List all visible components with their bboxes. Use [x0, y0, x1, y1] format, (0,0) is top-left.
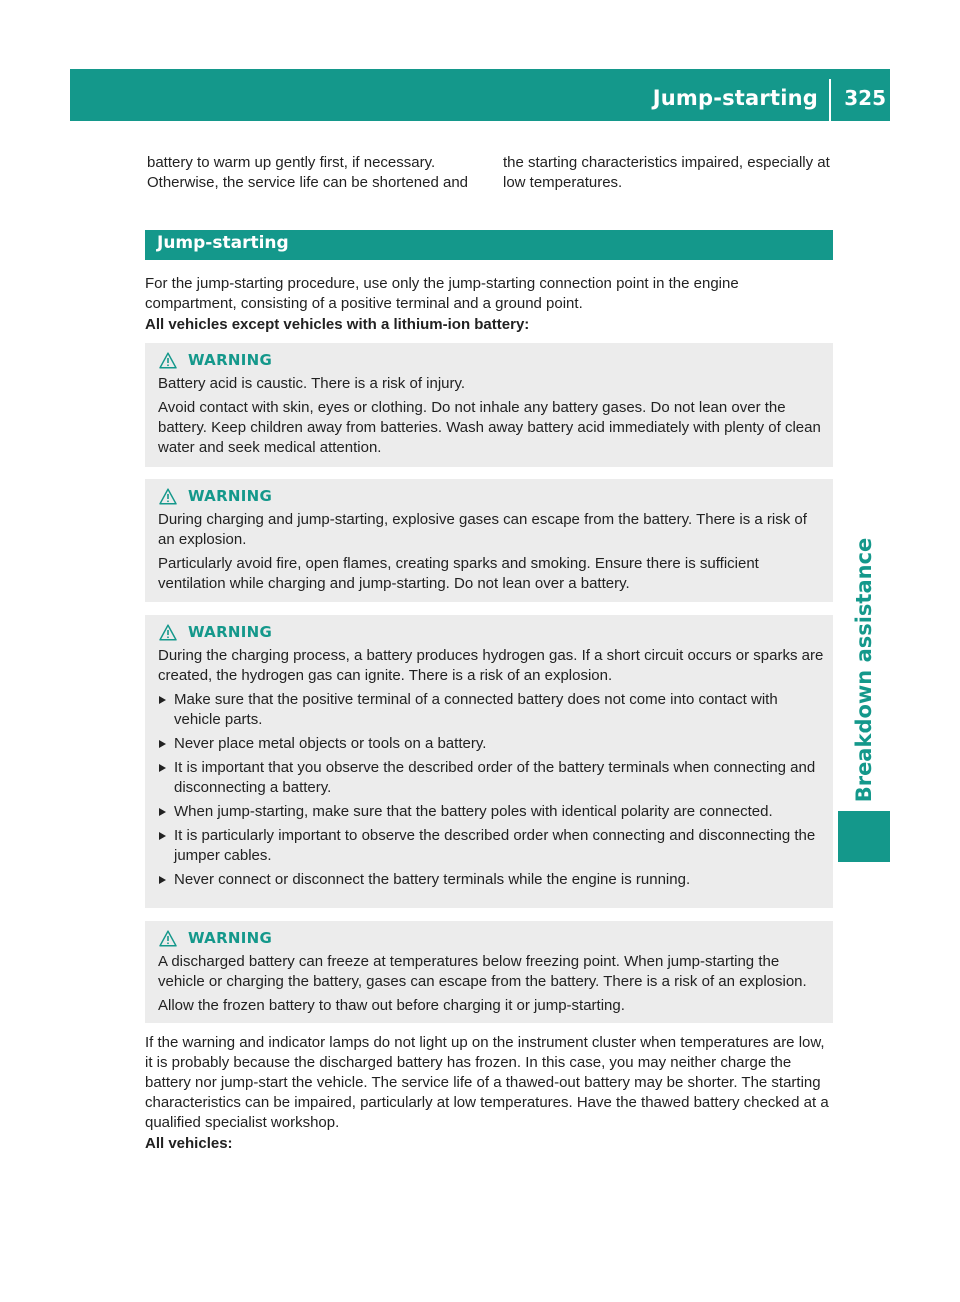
- warning-box: [145, 615, 833, 908]
- warning-box: [145, 479, 833, 602]
- side-tab: [838, 537, 890, 803]
- page-header: [70, 69, 890, 121]
- bullet-marker-icon: [159, 696, 166, 704]
- warning-triangle-icon: [159, 624, 177, 641]
- bullet-marker-icon: [159, 876, 166, 884]
- warning-box: [145, 343, 833, 467]
- section-intro: For the jump-starting procedure, use only the jump-starting connection point in the engine compartment, consisting of a positive terminal and a ground point.: [145, 275, 739, 312]
- warning-text: Allow the frozen battery to thaw out before charging it or jump-starting.: [158, 997, 625, 1014]
- bullet-marker-icon: [159, 808, 166, 816]
- warning-header: [158, 485, 825, 507]
- warning-text: Avoid contact with skin, eyes or clothing. Do not inhale any battery gases. Do not lean over the battery. Keep children away from batteries. Wash away battery acid immediately with plenty of clean water and seek medical attention.: [158, 399, 821, 456]
- warning-header: [158, 349, 825, 371]
- warning-triangle-icon: [159, 488, 177, 505]
- bullet-marker-icon: [159, 740, 166, 748]
- section-heading: [145, 230, 833, 260]
- bullet-text: Never place metal objects or tools on a battery.: [174, 735, 487, 752]
- warning-header: [158, 927, 825, 949]
- header-divider: [829, 79, 831, 121]
- warning-label: WARNING: [188, 623, 273, 641]
- warning-header: [158, 621, 825, 643]
- warning-text: Battery acid is caustic. There is a risk of injury.: [158, 375, 466, 392]
- bullet-text: Never connect or disconnect the battery terminals while the engine is running.: [174, 871, 691, 888]
- bullet-text: Make sure that the positive terminal of a connected battery does not come into contact with vehicle parts.: [174, 691, 778, 728]
- warning-label: WARNING: [188, 929, 273, 947]
- side-tab-label: Breakdown assistance: [852, 537, 876, 803]
- warning-text: Particularly avoid fire, open flames, creating sparks and smoking. Ensure there is sufficient ventilation while charging and jump-starting. Do not lean over a battery.: [158, 555, 759, 592]
- top-left-column: battery to warm up gently first, if necessary. Otherwise, the service life can be shortened and: [147, 154, 469, 191]
- all-vehicles-heading: All vehicles:: [145, 1135, 233, 1152]
- bullet-item: [158, 802, 825, 822]
- bullet-item: [158, 734, 825, 754]
- warning-box: [145, 921, 833, 1023]
- warning-text: During charging and jump-starting, explosive gases can escape from the battery. There is a risk of an explosion.: [158, 511, 807, 548]
- bullet-item: [158, 870, 825, 890]
- bullet-item: [158, 758, 825, 798]
- bullet-item: [158, 826, 825, 866]
- bullet-item: [158, 690, 825, 730]
- warning-label: WARNING: [188, 351, 273, 369]
- warning-triangle-icon: [159, 930, 177, 947]
- top-right-column: the starting characteristics impaired, especially at low temperatures.: [503, 154, 830, 191]
- warning-triangle-icon: [159, 352, 177, 369]
- warning-text: During the charging process, a battery produces hydrogen gas. If a short circuit occurs or sparks are created, the hydrogen gas can ignite. There is a risk of an explosion.: [158, 647, 824, 684]
- bullet-text: It is particularly important to observe the described order when connecting and disconnecting the jumper cables.: [174, 827, 816, 864]
- warning-text: A discharged battery can freeze at temperatures below freezing point. When jump-starting the vehicle or charging the battery, gases can escape from the battery. There is a risk of an explosion.: [158, 953, 807, 990]
- header-title: Jump-starting: [652, 86, 818, 110]
- bullet-text: It is important that you observe the described order of the battery terminals when connecting and disconnecting a battery.: [174, 759, 816, 796]
- bullet-marker-icon: [159, 832, 166, 840]
- frozen-battery-paragraph: If the warning and indicator lamps do not light up on the instrument cluster when temperatures are low, it is probably because the discharged battery has frozen. In this case, you may neither charge the battery nor jump-start the vehicle. The service life of a thawed-out battery may be shorter. The starting characteristics can be impaired, particularly at low temperatures. Have the thawed battery checked at a qualified specialist workshop.: [145, 1034, 829, 1131]
- bullet-marker-icon: [159, 764, 166, 772]
- section-heading-text: Jump-starting: [157, 233, 289, 253]
- bullet-text: When jump-starting, make sure that the battery poles with identical polarity are connected.: [174, 803, 773, 820]
- section-subheading: All vehicles except vehicles with a lithium-ion battery:: [145, 316, 530, 333]
- side-tab-block: [838, 811, 890, 862]
- warning-label: WARNING: [188, 487, 273, 505]
- page-number: 325: [844, 86, 886, 110]
